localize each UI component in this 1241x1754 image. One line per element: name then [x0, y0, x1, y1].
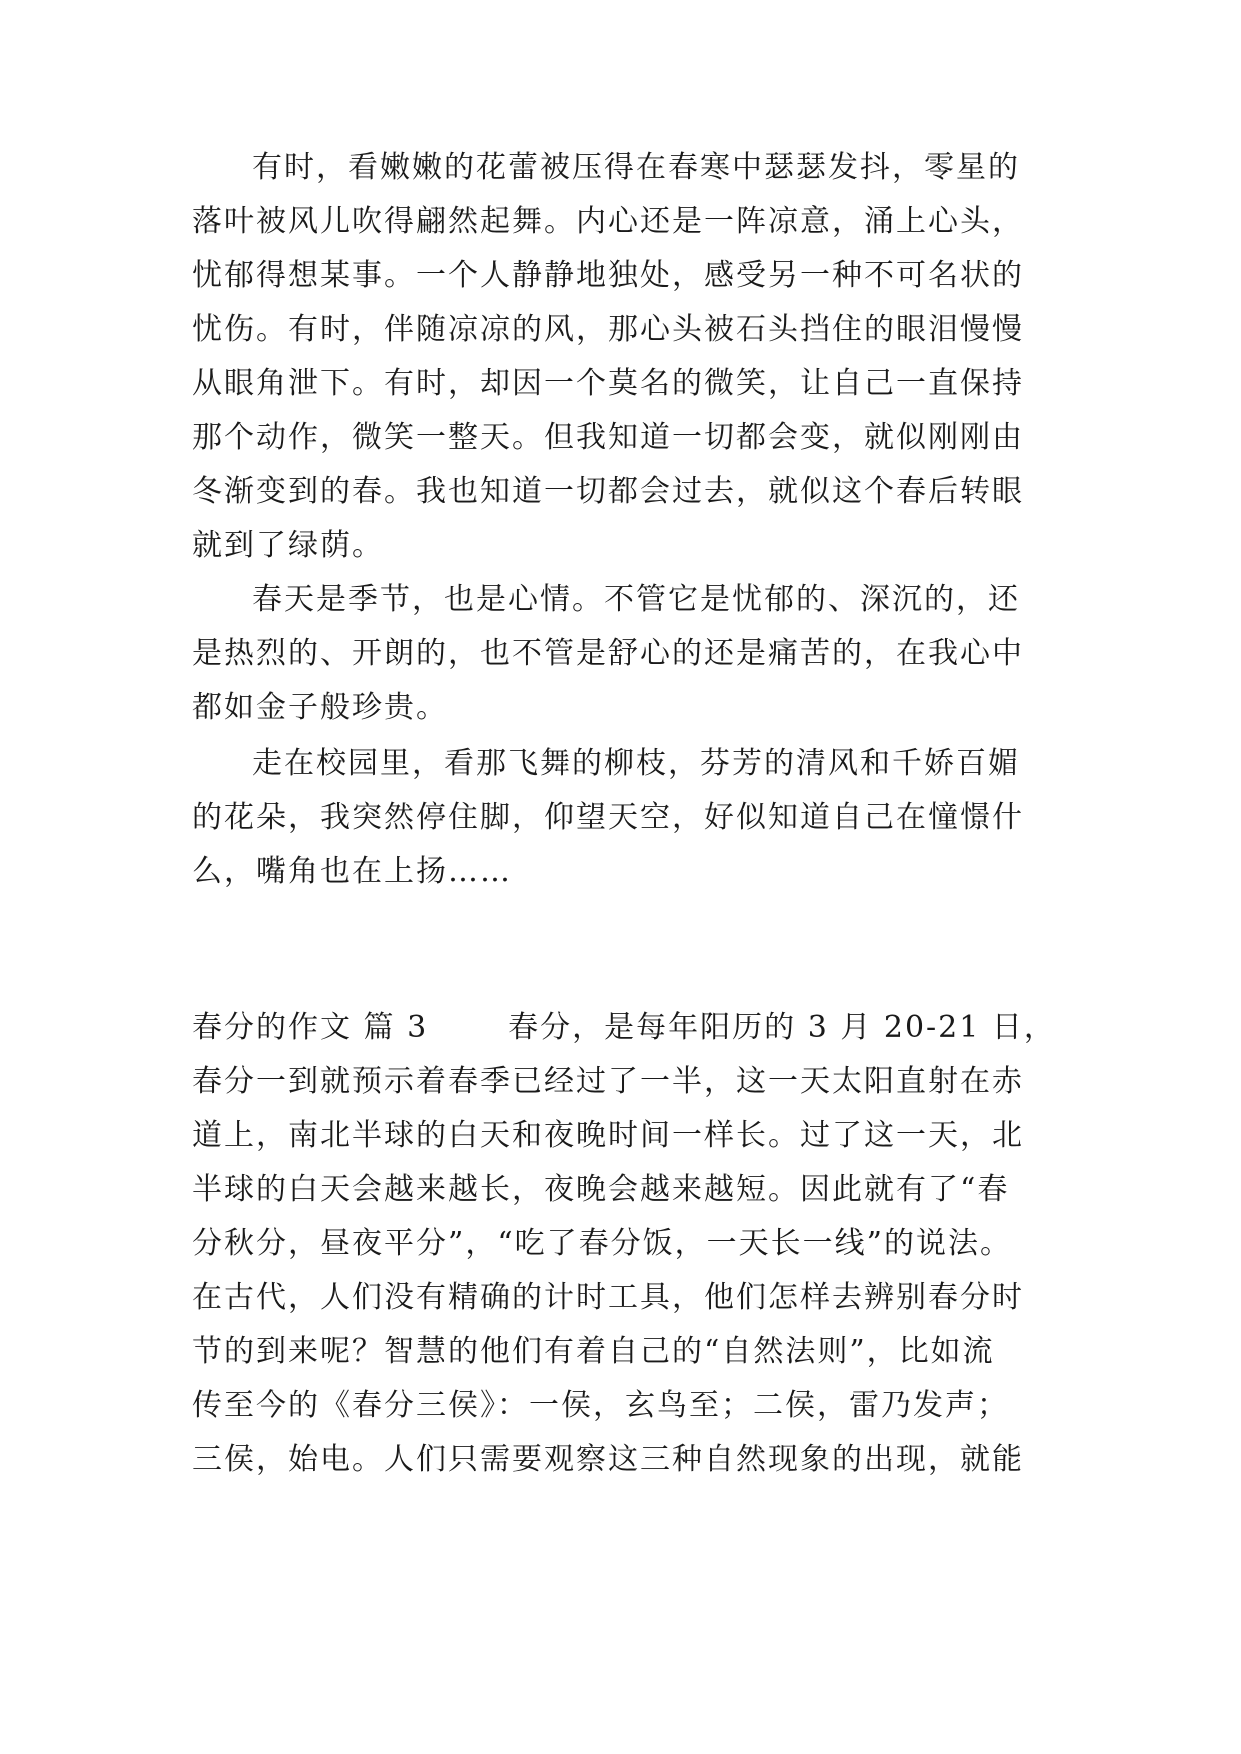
- section-heading-line: [192, 1008, 1056, 1048]
- paragraph-line: 是热烈的、开朗的，也不管是舒心的还是痛苦的，在我心中: [192, 636, 1024, 671]
- section-line: 在古代，人们没有精确的计时工具，他们怎样去辨别春分时: [192, 1280, 1024, 1315]
- paragraph-line: 么，嘴角也在上扬……: [192, 854, 512, 889]
- paragraph-line: 的花朵，我突然停住脚，仰望天空，好似知道自己在憧憬什: [192, 800, 1024, 835]
- section-line: 分秋分，昼夜平分”，“吃了春分饭，一天长一线”的说法。: [192, 1226, 1013, 1261]
- section-line: 传至今的《春分三侯》：一侯，玄鸟至；二侯，雷乃发声；: [192, 1388, 1009, 1423]
- section-line: 节的到来呢？智慧的他们有着自己的“自然法则”，比如流: [192, 1334, 995, 1369]
- section-first-line: 春分，是每年阳历的 3 月 20-21 日，: [508, 1010, 1056, 1045]
- paragraph-line: 从眼角泄下。有时，却因一个莫名的微笑，让自己一直保持: [192, 366, 1024, 401]
- section-title: 春分的作文 篇 3: [192, 1010, 429, 1045]
- paragraph-line: 有时，看嫩嫩的花蕾被压得在春寒中瑟瑟发抖，零星的: [252, 150, 1020, 185]
- paragraph-line: 忧郁得想某事。一个人静静地独处，感受另一种不可名状的: [192, 258, 1024, 293]
- section-line: 春分一到就预示着春季已经过了一半，这一天太阳直射在赤: [192, 1064, 1024, 1099]
- paragraph-line: 冬渐变到的春。我也知道一切都会过去，就似这个春后转眼: [192, 474, 1024, 509]
- paragraph-line: 走在校园里，看那飞舞的柳枝，芬芳的清风和千娇百媚: [252, 746, 1020, 781]
- paragraph-line: 忧伤。有时，伴随凉凉的风，那心头被石头挡住的眼泪慢慢: [192, 312, 1024, 347]
- paragraph-line: 那个动作，微笑一整天。但我知道一切都会变，就似刚刚由: [192, 420, 1024, 455]
- section-line: 半球的白天会越来越长，夜晚会越来越短。因此就有了“春: [192, 1172, 1010, 1207]
- paragraph-line: 都如金子般珍贵。: [192, 690, 448, 725]
- section-line: 三侯，始电。人们只需要观察这三种自然现象的出现，就能: [192, 1442, 1024, 1477]
- section-line: 道上，南北半球的白天和夜晚时间一样长。过了这一天，北: [192, 1118, 1024, 1153]
- paragraph-line: 落叶被风儿吹得翩然起舞。内心还是一阵凉意，涌上心头，: [192, 204, 1024, 239]
- paragraph-line: 春天是季节，也是心情。不管它是忧郁的、深沉的，还: [252, 582, 1020, 617]
- paragraph-line: 就到了绿荫。: [192, 528, 384, 563]
